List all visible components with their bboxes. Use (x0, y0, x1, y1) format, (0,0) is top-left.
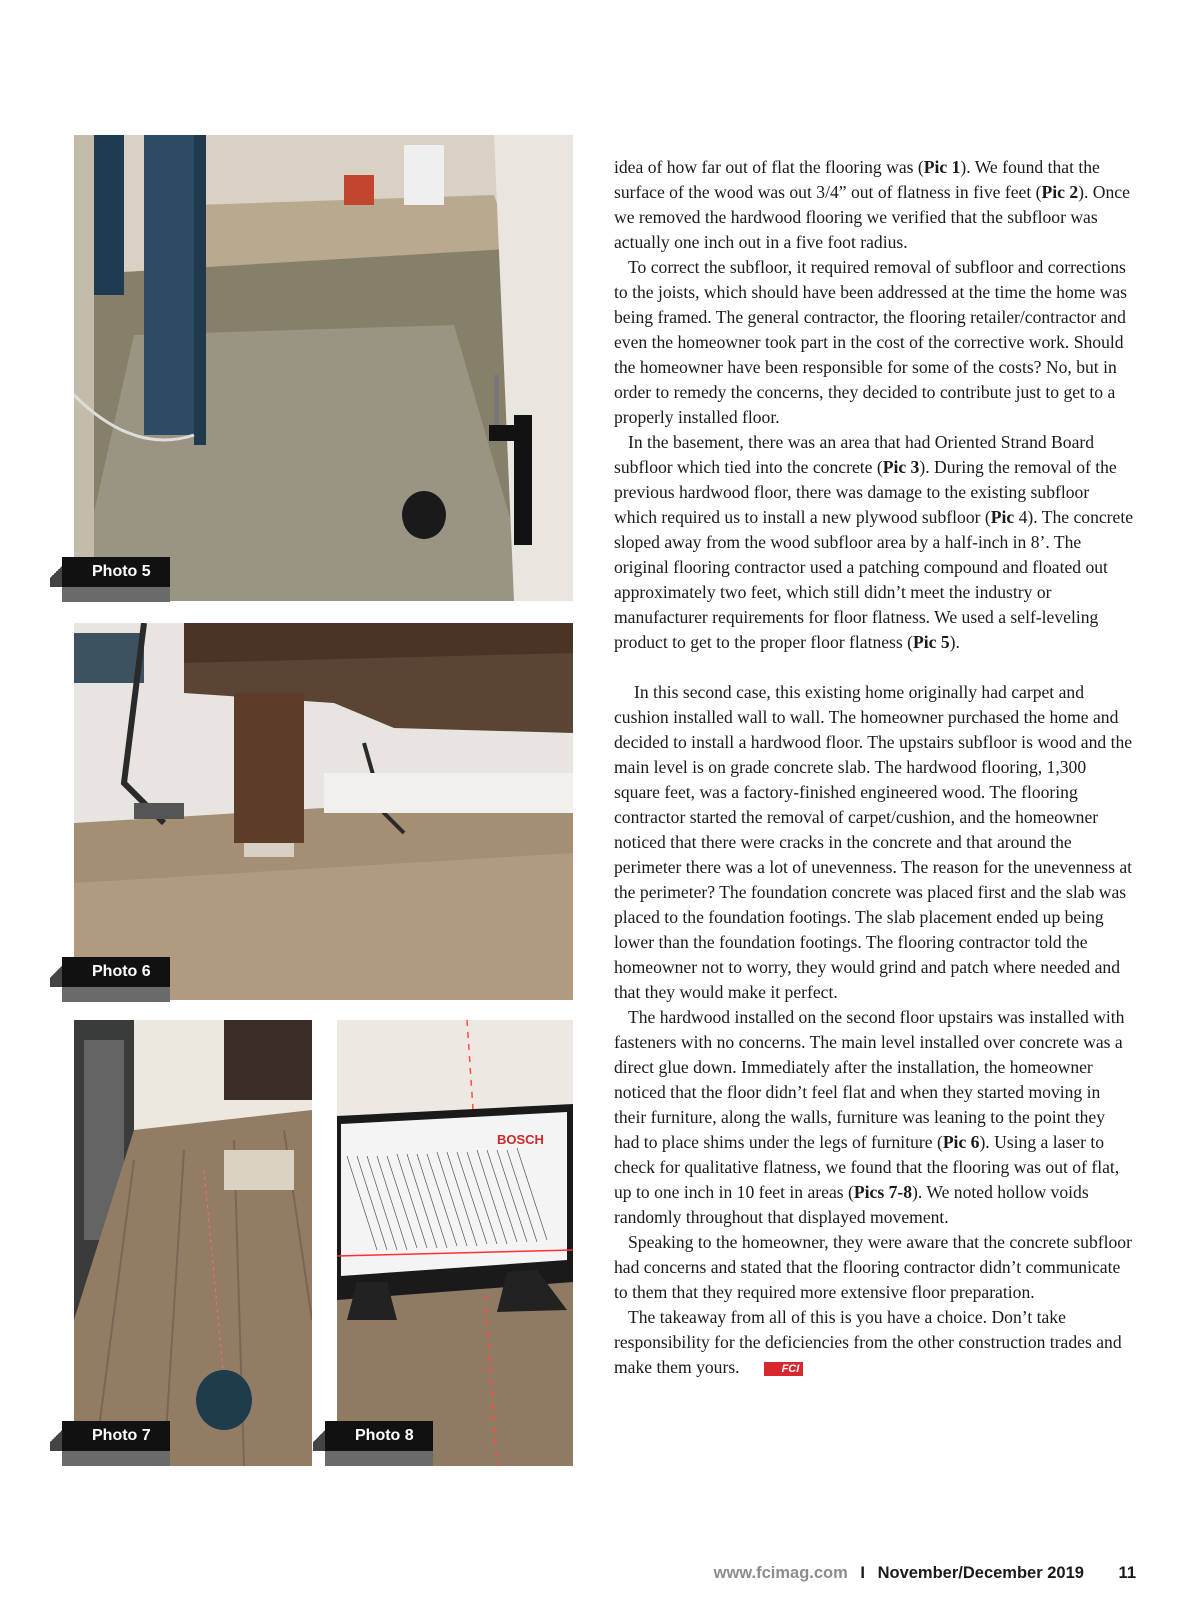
photo-5-label: Photo 5 (62, 557, 170, 587)
photo-6-label: Photo 6 (62, 957, 170, 987)
photo-6 (74, 623, 573, 1000)
paragraph-1: idea of how far out of flat the flooring was (Pic 1). We found that the surface of the wood was out 3/4” out of flatness in five feet (Pic 2). Once we removed the hardwood flooring we verified that the subfloor was actually one inch out in a five foot radius. (614, 157, 1130, 252)
photo-8 (337, 1020, 573, 1466)
page-number: 11 (1118, 1564, 1136, 1582)
photo-5 (74, 135, 573, 601)
paragraph-2: To correct the subfloor, it required removal of subfloor and corrections to the joists, which should have been addressed at the time the home was being framed. The general contractor, the flooring retailer/contractor and even the homeowner took part in the cost of the corrective work. Should the homeowner have been responsible for some of the costs? No, but in order to remedy the concerns, they decided to contribute just to get to a properly installed floor. (614, 257, 1128, 427)
paragraph-7: The takeaway from all of this is you have a choice. Don’t take responsibility for the deficiencies from the other construction trades and make them yours. FCI (614, 1307, 1122, 1377)
footer-issue: November/December 2019 (877, 1564, 1084, 1582)
paragraph-4: In this second case, this existing home originally had carpet and cushion installed wall to wall. The homeowner purchased the home and decided to install a hardwood floor. The upstairs subfloor is wood and the main level is on grade concrete slab. The hardwood flooring, 1,300 square feet, was a factory-finished engineered wood. The flooring contractor started the removal of carpet/cushion, and the homeowner noticed that there were cracks in the concrete and that around the perimeter there was a lot of unevenness. The reason for the unevenness at the perimeter? The foundation concrete was placed first and the slab was placed to the foundation footings. The slab placement ended up being lower than the foundation footings. The flooring contractor told the homeowner not to worry, they would grind and patch where needed and that they would make it perfect. (614, 682, 1133, 1002)
paragraph-6: Speaking to the homeowner, they were aware that the concrete subfloor had concerns and stated that the flooring contractor didn’t communicate to them that they required more extensive floor preparation. (614, 1232, 1132, 1302)
footer-separator: I (860, 1564, 865, 1582)
footer-url: www.fcimag.com (713, 1564, 848, 1582)
fci-logo: FCI (764, 1362, 804, 1376)
paragraph-3: In the basement, there was an area that had Oriented Strand Board subfloor which tied into the concrete (Pic 3). During the removal of the previous hardwood floor, there was damage to the existing subfloor which required us to install a new plywood subfloor (Pic 4). The concrete sloped away from the wood subfloor area by a half-inch in 8’. The original flooring contractor used a patching compound and floated out approximately two feet, which still didn’t meet the industry or manufacturer requirements for floor flatness. We used a self-leveling product to get to the proper floor flatness (Pic 5). (614, 432, 1134, 652)
photo-7 (74, 1020, 312, 1466)
photo-8-brand-text: BOSCH (497, 1132, 544, 1147)
paragraph-5: The hardwood installed on the second floor upstairs was installed with fasteners with no concerns. The main level installed over concrete was a direct glue down. Immediately after the installation, the homeowner noticed that the floor didn’t feel flat and when they started moving in their furniture, along the walls, furniture was leaning to the point they had to place shims under the legs of furniture (Pic 6). Using a laser to check for qualitative flatness, we found that the flooring was out of flat, up to one inch in 10 feet in areas (Pics 7-8). We noted hollow voids randomly throughout that displayed movement. (614, 1007, 1125, 1227)
photo-7-label: Photo 7 (62, 1421, 170, 1451)
photo-8-label: Photo 8 (325, 1421, 433, 1451)
article-body (614, 155, 1134, 1380)
page-footer (714, 1564, 1136, 1583)
